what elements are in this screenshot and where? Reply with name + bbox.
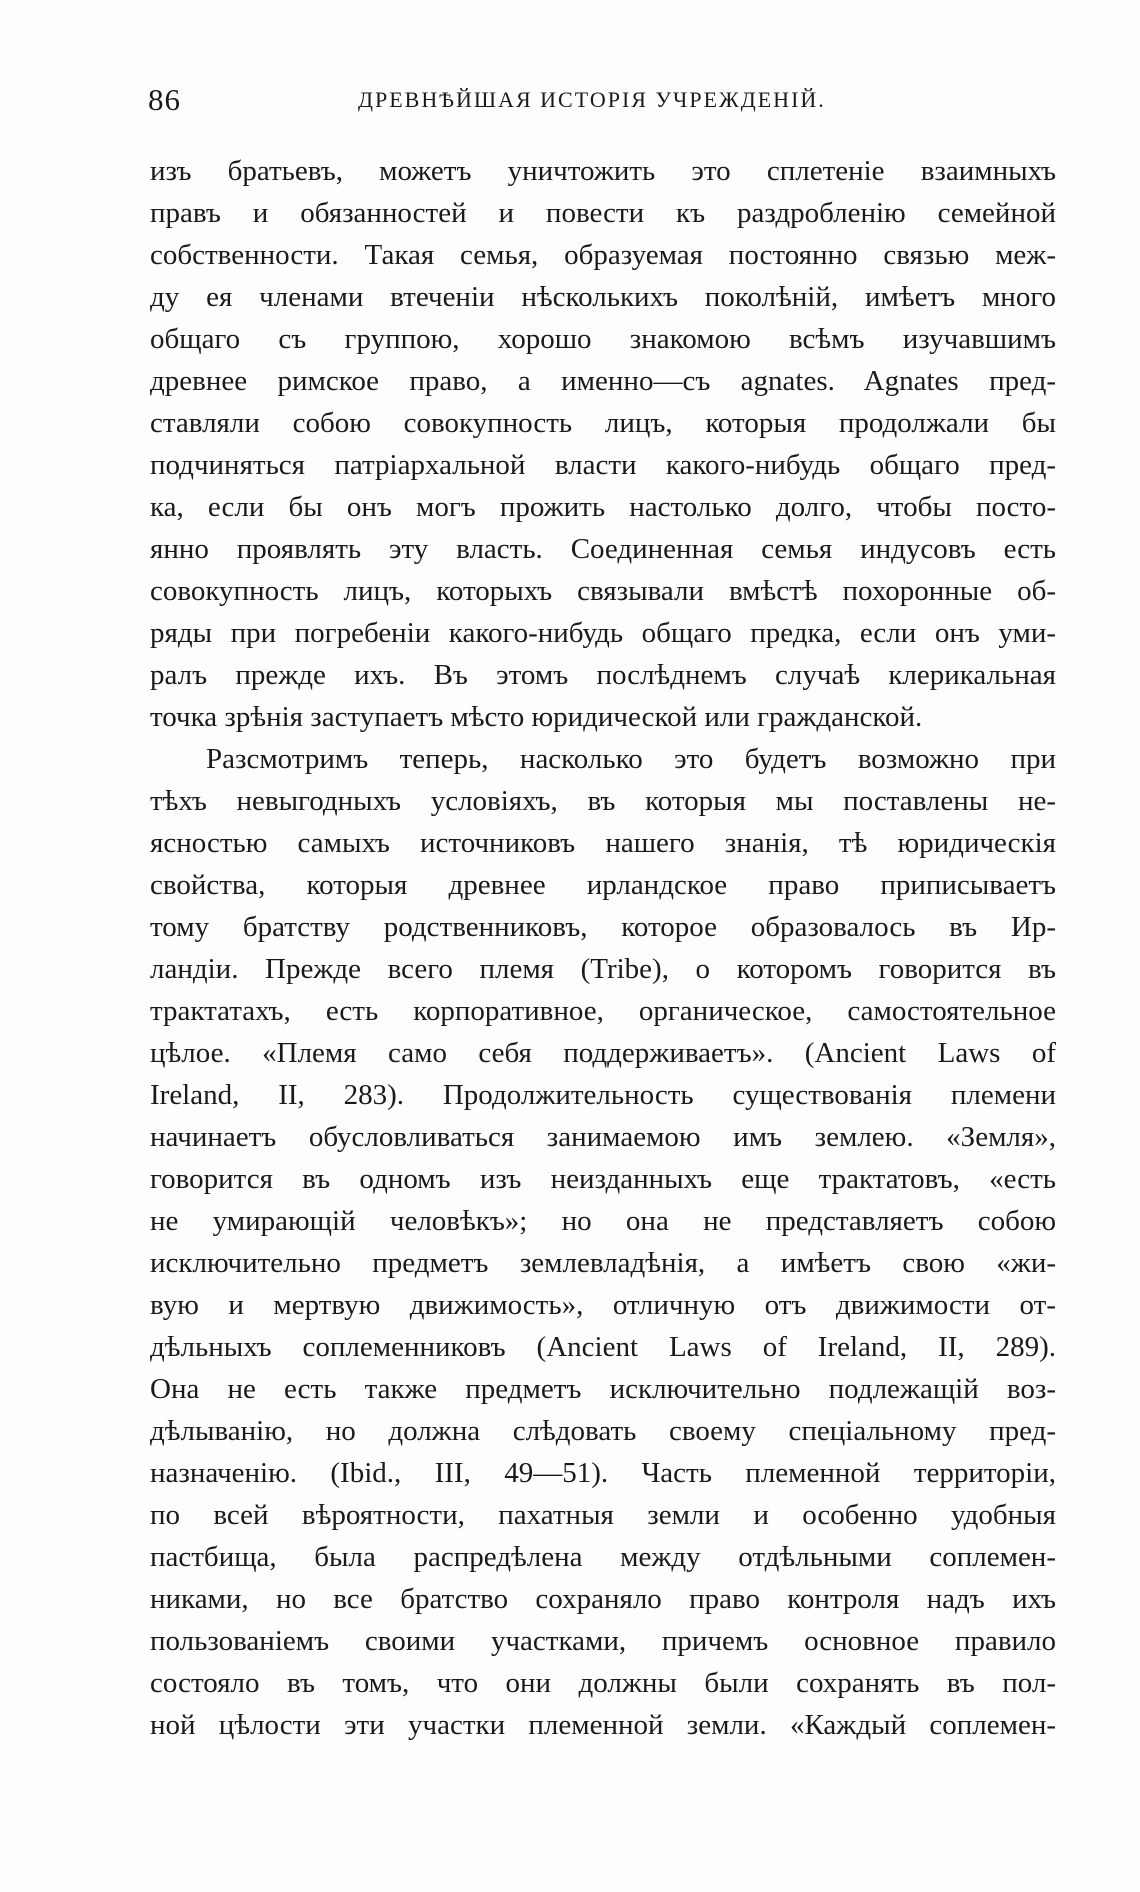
- page-number: 86: [148, 82, 181, 117]
- text-line: никами, но все братство сохраняло право контроля надъ ихъ: [150, 1583, 1056, 1615]
- text-line: тѣхъ невыгодныхъ условіяхъ, въ которыя мы поставлены не-: [150, 785, 1056, 817]
- text-line: ка, если бы онъ могъ прожить настолько долго, чтобы посто-: [150, 491, 1056, 523]
- text-line: правъ и обязанностей и повести къ раздробленію семейной: [150, 197, 1056, 229]
- text-line: свойства, которыя древнее ирландское право приписываетъ: [150, 869, 1056, 901]
- text-line: состояло въ томъ, что они должны были сохранять въ пол-: [150, 1667, 1056, 1699]
- text-line: пользованіемъ своими участками, причемъ основное правило: [150, 1625, 1056, 1657]
- text-line: ландіи. Прежде всего племя (Tribe), о которомъ говорится въ: [150, 953, 1056, 985]
- text-line: ставляли собою совокупность лицъ, которыя продолжали бы: [150, 407, 1056, 439]
- text-line: янно проявлять эту власть. Соединенная семья индусовъ есть: [150, 533, 1056, 565]
- text-line: вую и мертвую движимость», отличную отъ движимости от-: [150, 1289, 1056, 1321]
- text-line: общаго съ группою, хорошо знакомою всѣмъ изучавшимъ: [150, 323, 1056, 355]
- text-line: исключительно предметъ землевладѣнія, а имѣетъ свою «жи-: [150, 1247, 1056, 1279]
- text-line: цѣлое. «Племя само себя поддерживаетъ». (Ancient Laws of: [150, 1037, 1056, 1069]
- paragraph-end-line: точка зрѣнія заступаетъ мѣсто юридической или гражданской.: [150, 701, 923, 733]
- text-line: древнее римское право, а именно—съ agnates. Agnates пред-: [150, 365, 1056, 397]
- text-line: Ireland, II, 283). Продолжительность существованія племени: [150, 1079, 1056, 1111]
- text-line: дѣльныхъ соплеменниковъ (Ancient Laws of Ireland, II, 289).: [150, 1331, 1056, 1363]
- page-header: [148, 82, 1058, 122]
- text-line: ду ея членами втеченіи нѣсколькихъ поколѣній, имѣетъ много: [150, 281, 1056, 313]
- text-line: пастбища, была распредѣлена между отдѣльными соплемен-: [150, 1541, 1056, 1573]
- text-line: ной цѣлости эти участки племенной земли. «Каждый соплемен-: [150, 1709, 1056, 1741]
- text-line: Она не есть также предметъ исключительно подлежащій воз-: [150, 1373, 1056, 1405]
- text-line: ряды при погребеніи какого-нибудь общаго предка, если онъ уми-: [150, 617, 1056, 649]
- text-line: трактатахъ, есть корпоративное, органическое, самостоятельное: [150, 995, 1056, 1027]
- text-line: дѣлыванію, но должна слѣдовать своему спеціальному пред-: [150, 1415, 1056, 1447]
- running-title: ДРЕВНѢЙШАЯ ИСТОРІЯ УЧРЕЖДЕНІЙ.: [358, 87, 826, 112]
- text-line: тому братству родственниковъ, которое образовалось въ Ир-: [150, 911, 1056, 943]
- text-line: ясностью самыхъ источниковъ нашего знанія, тѣ юридическія: [150, 827, 1056, 859]
- text-line: собственности. Такая семья, образуемая постоянно связью меж-: [150, 239, 1056, 271]
- text-line: подчиняться патріархальной власти какого-нибудь общаго пред-: [150, 449, 1056, 481]
- text-line: ралъ прежде ихъ. Въ этомъ послѣднемъ случаѣ клерикальная: [150, 659, 1056, 691]
- paragraph-start-line: Разсмотримъ теперь, насколько это будетъ возможно при: [206, 743, 1056, 775]
- text-line: изъ братьевъ, можетъ уничтожить это сплетеніе взаимныхъ: [150, 155, 1056, 187]
- text-line: по всей вѣроятности, пахатныя земли и особенно удобныя: [150, 1499, 1056, 1531]
- text-line: не умирающій человѣкъ»; но она не представляетъ собою: [150, 1205, 1056, 1237]
- text-line: говорится въ одномъ изъ неизданныхъ еще трактатовъ, «есть: [150, 1163, 1056, 1195]
- body-text: [150, 150, 1056, 1746]
- text-line: назначенію. (Ibid., III, 49—51). Часть племенной территоріи,: [150, 1457, 1056, 1489]
- text-line: совокупность лицъ, которыхъ связывали вмѣстѣ похоронные об-: [150, 575, 1056, 607]
- text-line: начинаетъ обусловливаться занимаемою имъ землею. «Земля»,: [150, 1121, 1056, 1153]
